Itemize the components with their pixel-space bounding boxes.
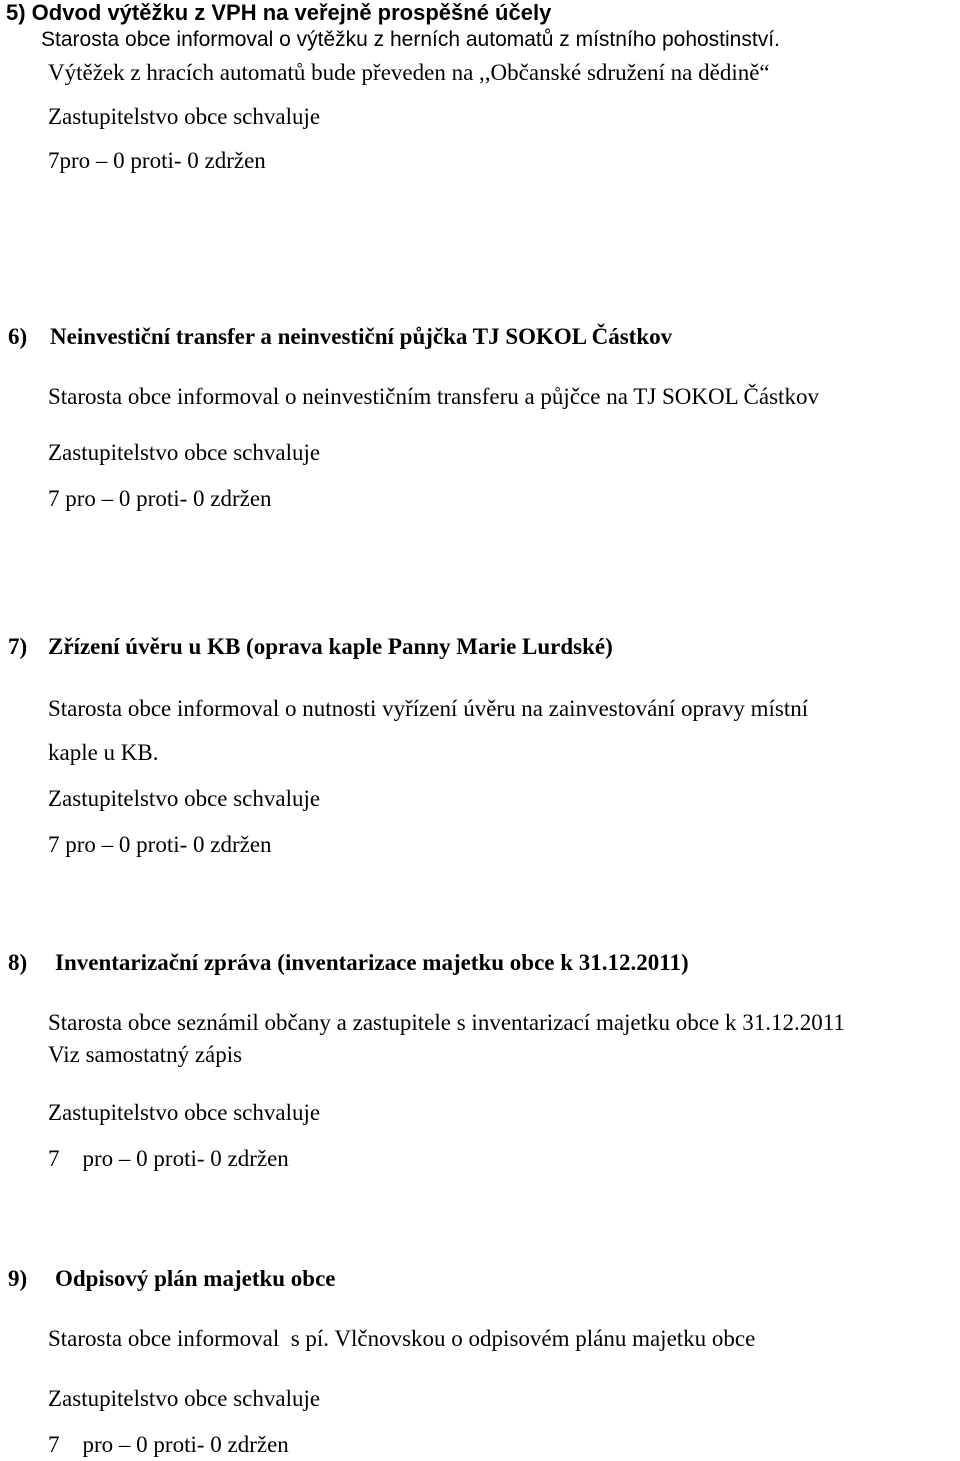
section-6-approval: Zastupitelstvo obce schvaluje — [48, 440, 321, 465]
section-9-title: Odpisový plán majetku obce — [55, 1266, 336, 1291]
section-7-number: 7) — [8, 634, 28, 659]
section-7-paragraph-1: Starosta obce informoval o nutnosti vyřízení úvěru na zainvestování opravy místní — [48, 696, 809, 721]
section-5-paragraph-2: Výtěžek z hracích automatů bude převeden na ,,Občanské sdružení na dědině“ — [48, 60, 770, 85]
section-9-approval: Zastupitelstvo obce schvaluje — [48, 1386, 321, 1411]
section-9-paragraph-1: Starosta obce informoval s pí. Vlčnovskou o odpisovém plánu majetku obce — [48, 1326, 756, 1351]
section-8-paragraph-1: Starosta obce seznámil občany a zastupitele s inventarizací majetku obce k 31.12.2011 — [48, 1010, 845, 1035]
section-7-title: Zřízení úvěru u KB (oprava kaple Panny Marie Lurdské) — [48, 634, 613, 659]
section-8-vote: 7 pro – 0 proti- 0 zdržen — [48, 1146, 289, 1171]
section-7-paragraph-2: kaple u KB. — [48, 740, 159, 765]
section-8-paragraph-2: Viz samostatný zápis — [48, 1042, 243, 1067]
section-6-number: 6) — [8, 324, 28, 349]
section-9-number: 9) — [8, 1266, 28, 1291]
section-8-approval: Zastupitelstvo obce schvaluje — [48, 1100, 321, 1125]
section-7-vote: 7 pro – 0 proti- 0 zdržen — [48, 832, 272, 857]
section-5-paragraph-1: Starosta obce informoval o výtěžku z herních automatů z místního pohostinství. — [41, 28, 780, 51]
section-6-vote: 7 pro – 0 proti- 0 zdržen — [48, 486, 272, 511]
section-9-vote: 7 pro – 0 proti- 0 zdržen — [48, 1432, 289, 1457]
section-5-approval: Zastupitelstvo obce schvaluje — [48, 104, 321, 129]
section-7-approval: Zastupitelstvo obce schvaluje — [48, 786, 321, 811]
section-8-number: 8) — [8, 950, 28, 975]
section-6-paragraph-1: Starosta obce informoval o neinvestičním transferu a půjčce na TJ SOKOL Částkov — [48, 384, 819, 409]
section-6-title: Neinvestiční transfer a neinvestiční půjčka TJ SOKOL Částkov — [50, 324, 673, 349]
section-5-vote: 7pro – 0 proti- 0 zdržen — [48, 148, 266, 173]
section-8-title: Inventarizační zpráva (inventarizace majetku obce k 31.12.2011) — [55, 950, 689, 975]
section-5-heading: 5) Odvod výtěžku z VPH na veřejně prospěšné účely — [6, 0, 552, 25]
